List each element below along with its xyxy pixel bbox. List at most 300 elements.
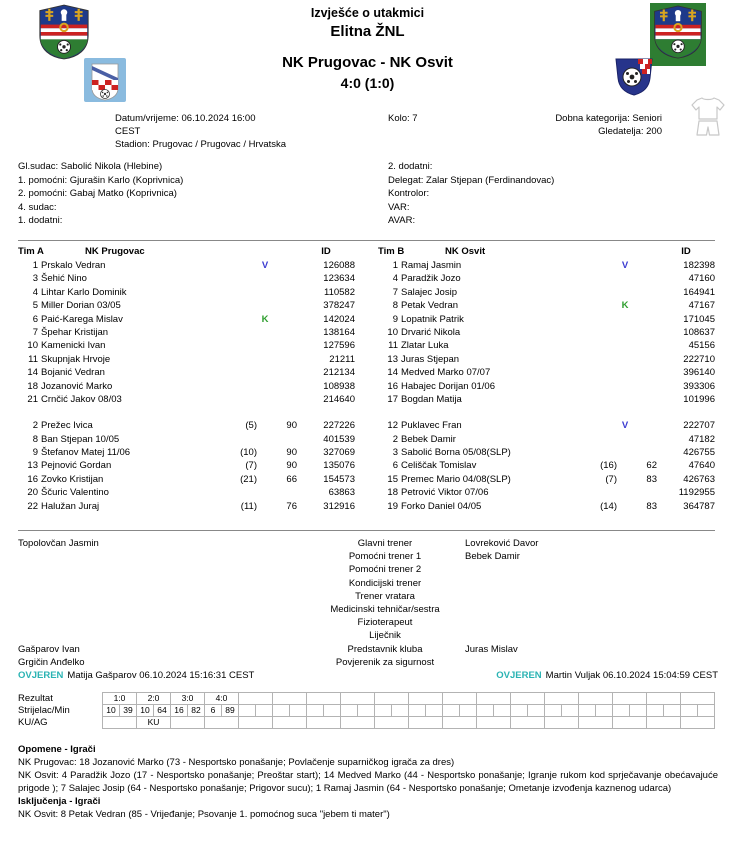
player-id: 47160 — [688, 273, 715, 285]
match-info-right — [470, 112, 662, 138]
player-name: Ramaj Jasmin — [401, 260, 462, 271]
player-id: 378247 — [323, 300, 355, 312]
player-row — [18, 473, 355, 486]
staff-row — [0, 643, 735, 656]
badge-slot — [617, 500, 633, 513]
substituted-player-number — [223, 393, 257, 406]
player-name: Medved Marko 07/07 — [401, 367, 491, 379]
player-id: 135076 — [323, 460, 355, 472]
substitution-minute — [273, 353, 297, 366]
player-row — [18, 286, 355, 299]
substituted-player-number — [583, 366, 617, 379]
divider — [18, 530, 715, 531]
ku-ag-cell — [646, 716, 681, 729]
stadium: Stadion: Prugovac / Prugovac / Hrvatska — [115, 139, 287, 150]
staff-row — [0, 550, 735, 563]
player-id: 108637 — [683, 326, 715, 338]
substituted-player-number — [583, 433, 617, 446]
substituted-player-number — [223, 339, 257, 352]
player-name: Premec Mario 04/08(SLP) — [401, 473, 511, 485]
player-number: 9 — [32, 447, 38, 459]
official-line: AVAR: — [388, 215, 416, 226]
substituted-player-number: (16) — [600, 460, 617, 472]
substitution-minute: 62 — [646, 460, 657, 472]
round: Kolo: 7 — [388, 113, 418, 124]
player-row — [18, 446, 355, 459]
substituted-player-number — [223, 353, 257, 366]
player-row — [18, 459, 355, 472]
dismissals-title: Isključenja - Igrači — [18, 796, 101, 807]
player-number: 17 — [387, 393, 398, 405]
player-number: 1 — [392, 260, 398, 271]
ku-ag-cell — [442, 716, 477, 729]
staff-name-team-a: Grgičin Anđelko — [18, 656, 85, 668]
player-id: 123634 — [323, 273, 355, 285]
goalkeeper-badge: V — [261, 260, 269, 271]
player-number: 14 — [27, 367, 38, 379]
player-row — [18, 500, 355, 513]
substituted-player-number — [223, 286, 257, 299]
player-row — [378, 393, 715, 406]
player-id: 312916 — [323, 500, 355, 512]
staff-name-team-a: Topolovčan Jasmin — [18, 538, 99, 549]
substituted-player-number — [583, 313, 617, 326]
player-row — [378, 486, 715, 499]
substituted-player-number — [223, 259, 257, 272]
official-line: 1. pomoćni: Gjurašin Karlo (Koprivnica) — [18, 174, 184, 186]
official-line: 1. dodatni: — [18, 215, 63, 226]
badge-slot — [257, 272, 273, 285]
player-row — [378, 419, 715, 432]
staff-role-label: Pomoćni trener 1 — [348, 551, 422, 563]
staff-role-label: Pomoćni trener 2 — [348, 564, 422, 576]
scorer-cell: 10 — [136, 704, 154, 717]
substituted-player-number: (7) — [245, 460, 257, 472]
player-number: 10 — [27, 340, 38, 352]
id-column-header: ID — [321, 246, 331, 257]
staff-role-label: Glavni trener — [357, 538, 413, 549]
player-id: 214640 — [323, 393, 355, 405]
badge-slot — [257, 419, 273, 432]
player-id: 142024 — [323, 313, 355, 325]
player-number: 10 — [387, 326, 398, 338]
staff-row — [0, 590, 735, 603]
team-b-table — [378, 245, 715, 513]
staff-row — [0, 603, 735, 616]
staff-name-team-b: Bebek Damir — [465, 551, 520, 563]
team-label: Tim B — [378, 246, 405, 257]
badge-slot — [617, 473, 633, 486]
goalkeeper-badge: V — [621, 260, 629, 271]
badge-slot — [617, 446, 633, 459]
substituted-player-number — [583, 326, 617, 339]
staff-name-team-a: Gašparov Ivan — [18, 643, 80, 655]
verified-badge: OVJEREN — [496, 670, 542, 681]
player-id: 401539 — [323, 433, 355, 445]
ku-ag-cell — [680, 716, 715, 729]
row-label: Strijelac/Min — [18, 705, 70, 716]
player-number: 21 — [27, 393, 38, 405]
player-name: Paradžik Jozo — [401, 273, 461, 285]
badge-slot — [257, 299, 273, 312]
substituted-player-number — [223, 313, 257, 326]
player-row — [18, 419, 355, 432]
player-number: 18 — [27, 380, 38, 392]
player-number: 12 — [387, 420, 398, 432]
player-number: 13 — [27, 460, 38, 472]
substitution-minute — [633, 433, 657, 446]
player-row — [378, 500, 715, 513]
player-number: 22 — [27, 500, 38, 512]
disciplinary-notes — [18, 743, 718, 821]
player-name: Pejnović Gordan — [41, 460, 112, 472]
staff-row — [0, 537, 735, 550]
player-name: Ščuric Valentino — [41, 487, 109, 499]
player-number: 3 — [392, 447, 398, 459]
player-number: 8 — [32, 433, 38, 445]
staff-role-label: Trener vratara — [355, 590, 415, 602]
substitution-minute — [273, 433, 297, 446]
ku-ag-cell — [612, 716, 647, 729]
substituted-player-number: (7) — [605, 473, 617, 485]
player-name: Kamenicki Ivan — [41, 340, 106, 352]
official-line: Kontrolor: — [388, 188, 430, 199]
badge-slot — [617, 459, 633, 472]
substituted-player-number — [583, 486, 617, 499]
officials-right-column — [388, 160, 554, 228]
player-id: 171045 — [683, 313, 715, 325]
player-name: Halužan Juraj — [41, 500, 100, 512]
player-id: 182398 — [683, 260, 715, 271]
badge-slot — [617, 380, 633, 393]
substitution-minute — [633, 486, 657, 499]
player-name: Habajec Dorijan 01/06 — [401, 380, 496, 392]
player-id: 227226 — [323, 420, 355, 432]
player-id: 426763 — [683, 473, 715, 485]
substitution-minute — [633, 393, 657, 406]
badge-slot — [257, 286, 273, 299]
player-name: Forko Daniel 04/05 — [401, 500, 482, 512]
staff-role-label: Povjerenik za sigurnost — [335, 656, 435, 668]
player-name: Sabolić Borna 05/08(SLP) — [401, 447, 511, 459]
player-name: Petak Vedran — [401, 300, 459, 312]
verification-row — [0, 669, 735, 682]
player-id: 47167 — [688, 300, 715, 312]
badge-slot — [257, 339, 273, 352]
staff-name-team-b: Juras Mislav — [465, 643, 518, 655]
substituted-player-number — [583, 353, 617, 366]
staff-role-label: Kondicijski trener — [348, 577, 422, 589]
staff-role-label: Fizioterapeut — [357, 617, 413, 629]
badge-slot — [257, 326, 273, 339]
substituted-player-number — [583, 259, 617, 272]
player-row — [18, 486, 355, 499]
player-id: 1192955 — [678, 487, 715, 499]
badge-slot — [617, 433, 633, 446]
penalty-owngoal-row — [18, 716, 715, 729]
badge-slot — [257, 393, 273, 406]
team-name: NK Osvit — [445, 246, 486, 257]
header-titles — [0, 6, 735, 91]
cautions-away: NK Osvit: 4 Paradžik Jozo (17 - Nesportsko ponašanje; Preoštar start); 14 Medved Marko (44 - Nesportsko ponašanje; Igranje rukom kod sprječavanje obećavajuće prigode ); 7 Salajec Josip (64 - Nesportsko ponašanje; Prigovor sucu); 1 Ramaj Jasmin (64 - Nesportsko ponašanje; Ometanje izvođenja kaznenog udarca) — [18, 770, 718, 794]
substituted-player-number — [223, 326, 257, 339]
player-number: 16 — [27, 473, 38, 485]
substitution-minute — [273, 393, 297, 406]
player-number: 9 — [392, 313, 398, 325]
officials-left-column — [18, 160, 183, 228]
player-row — [378, 353, 715, 366]
player-row — [18, 380, 355, 393]
substitution-minute — [273, 286, 297, 299]
substituted-player-number — [223, 380, 257, 393]
player-name: Skupnjak Hrvoje — [41, 353, 111, 365]
official-line: Gl.sudac: Sabolić Nikola (Hlebine) — [18, 161, 163, 172]
player-row — [378, 366, 715, 379]
player-row — [18, 299, 355, 312]
ku-ag-cell — [374, 716, 409, 729]
ku-ag-cell — [306, 716, 341, 729]
player-id: 396140 — [683, 367, 715, 379]
player-row — [378, 339, 715, 352]
substitution-minute — [273, 380, 297, 393]
badge-slot — [617, 272, 633, 285]
cautions-title: Opomene - Igrači — [18, 744, 96, 755]
player-number: 18 — [387, 487, 398, 499]
substitution-minute — [273, 299, 297, 312]
player-name: Zovko Kristijan — [41, 473, 104, 485]
substitution-minute: 90 — [286, 420, 297, 432]
player-id: 47182 — [688, 433, 715, 445]
player-row — [378, 313, 715, 326]
player-row — [378, 299, 715, 312]
player-row — [378, 433, 715, 446]
substitution-minute — [633, 286, 657, 299]
substituted-player-number — [583, 446, 617, 459]
staff-role-label: Medicinski tehničar/sestra — [330, 603, 440, 615]
substitution-minute — [633, 313, 657, 326]
badge-slot — [617, 286, 633, 299]
roster-gap — [378, 406, 715, 419]
substituted-player-number: (21) — [240, 473, 257, 485]
scorer-cell: 82 — [187, 704, 205, 717]
team-label: Tim A — [18, 246, 44, 257]
badge-slot — [257, 380, 273, 393]
player-row — [378, 473, 715, 486]
player-row — [18, 259, 355, 272]
ku-ag-cell — [340, 716, 375, 729]
player-row — [18, 326, 355, 339]
player-id: 101996 — [683, 393, 715, 405]
substitution-minute — [273, 313, 297, 326]
substitution-minute — [633, 380, 657, 393]
staff-row — [0, 629, 735, 642]
badge-slot — [257, 486, 273, 499]
verified-by-away: Martin Vuljak 06.10.2024 15:04:59 CEST — [545, 670, 718, 681]
badge-slot — [257, 433, 273, 446]
result-cell: 1:0 — [102, 692, 137, 705]
player-name: Crnčić Jakov 08/03 — [41, 393, 122, 405]
player-row — [18, 393, 355, 406]
player-number: 2 — [32, 420, 38, 432]
ku-ag-cell: KU — [136, 716, 171, 729]
report-title: Izvješće o utakmici — [310, 6, 425, 20]
player-id: 47640 — [688, 460, 715, 472]
player-id: 127596 — [323, 340, 355, 352]
team-a-table — [18, 245, 355, 513]
substitution-minute — [633, 353, 657, 366]
datetime-line1: Datum/vrijeme: 06.10.2024 16:00 — [115, 113, 256, 124]
player-id: 212134 — [323, 367, 355, 379]
captain-badge: K — [621, 300, 629, 312]
player-row — [378, 272, 715, 285]
player-number: 8 — [392, 300, 398, 312]
substituted-player-number: (5) — [245, 420, 257, 432]
official-line: Delegat: Zalar Stjepan (Ferdinandovac) — [388, 174, 555, 186]
substitution-minute — [633, 366, 657, 379]
staff-section — [0, 537, 735, 669]
cautions-home: NK Prugovac: 18 Jozanović Marko (73 - Nesportsko ponašanje; Povlačenje suparničkog igrača za dres) — [18, 757, 455, 768]
ku-ag-cell — [408, 716, 443, 729]
staff-row — [0, 656, 735, 669]
verified-by-home: Matija Gašparov 06.10.2024 15:16:31 CEST — [67, 670, 255, 681]
team-header — [18, 245, 355, 259]
player-name: Bogdan Matija — [401, 393, 462, 405]
player-number: 16 — [387, 380, 398, 392]
scorer-cell: 6 — [204, 704, 222, 717]
score-progress-grid — [18, 692, 715, 729]
divider — [18, 240, 715, 241]
player-row — [378, 380, 715, 393]
captain-badge: K — [261, 313, 269, 325]
substituted-player-number — [223, 272, 257, 285]
substituted-player-number — [223, 433, 257, 446]
ku-ag-cell — [476, 716, 511, 729]
ku-ag-cell — [578, 716, 613, 729]
badge-slot — [617, 339, 633, 352]
player-row — [18, 339, 355, 352]
badge-slot — [257, 366, 273, 379]
substituted-player-number — [223, 366, 257, 379]
scorer-cell: 10 — [102, 704, 120, 717]
staff-role-label: Predstavnik kluba — [347, 643, 423, 655]
substituted-player-number — [583, 419, 617, 432]
substitution-minute — [273, 272, 297, 285]
player-number: 7 — [32, 326, 38, 338]
substituted-player-number — [583, 339, 617, 352]
staff-row — [0, 616, 735, 629]
player-id: 393306 — [683, 380, 715, 392]
ku-ag-cell — [272, 716, 307, 729]
badge-slot — [617, 366, 633, 379]
substitution-minute — [633, 326, 657, 339]
ku-ag-cell — [510, 716, 545, 729]
player-id: 154573 — [323, 473, 355, 485]
player-name: Paić-Karega Mislav — [41, 313, 123, 325]
player-name: Petrović Viktor 07/06 — [401, 487, 489, 499]
scorer-cell: 64 — [153, 704, 171, 717]
player-number: 11 — [388, 340, 398, 352]
substitution-minute — [633, 446, 657, 459]
player-row — [378, 446, 715, 459]
ku-ag-cell — [544, 716, 579, 729]
player-name: Celiščak Tomislav — [401, 460, 477, 472]
official-line: 4. sudac: — [18, 201, 57, 213]
player-number: 3 — [32, 273, 38, 285]
substitution-minute: 76 — [286, 500, 297, 512]
substitution-minute — [273, 326, 297, 339]
player-name: Puklavec Fran — [401, 420, 462, 432]
league-name: Elitna ŽNL — [330, 23, 405, 40]
result-cell: 2:0 — [136, 692, 171, 705]
badge-slot — [257, 473, 273, 486]
player-row — [378, 459, 715, 472]
substituted-player-number: (10) — [240, 447, 257, 459]
badge-slot — [617, 313, 633, 326]
ku-ag-cell — [102, 716, 137, 729]
player-name: Prežec Ivica — [41, 420, 93, 432]
team-header — [378, 245, 715, 259]
datetime-line2: CEST — [115, 126, 141, 137]
substituted-player-number: (14) — [600, 500, 617, 512]
official-line: VAR: — [388, 201, 410, 213]
substitution-minute: 83 — [646, 473, 657, 485]
player-id: 327069 — [323, 447, 355, 459]
ku-ag-cell — [204, 716, 239, 729]
player-number: 4 — [32, 286, 38, 298]
player-id: 164941 — [683, 286, 715, 298]
row-label: Rezultat — [18, 693, 53, 704]
player-number: 6 — [32, 313, 38, 325]
player-row — [18, 433, 355, 446]
staff-row — [0, 577, 735, 590]
scorer-cell: 16 — [170, 704, 188, 717]
substitution-minute: 90 — [286, 447, 297, 459]
player-row — [18, 353, 355, 366]
badge-slot — [617, 393, 633, 406]
player-name: Ban Stjepan 10/05 — [41, 433, 120, 445]
badge-slot — [617, 486, 633, 499]
player-name: Bojanić Vedran — [41, 367, 105, 379]
player-number: 7 — [392, 286, 398, 298]
player-id: 126088 — [323, 260, 355, 271]
substituted-player-number — [583, 299, 617, 312]
match-title: NK Prugovac - NK Osvit — [282, 54, 453, 71]
badge-slot — [617, 353, 633, 366]
id-column-header: ID — [681, 246, 691, 257]
player-row — [378, 259, 715, 272]
player-id: 222710 — [683, 353, 715, 365]
player-name: Drvarić Nikola — [401, 326, 461, 338]
verification-away — [496, 669, 718, 682]
substituted-player-number — [223, 486, 257, 499]
substitution-minute: 90 — [286, 460, 297, 472]
player-number: 13 — [387, 353, 398, 365]
player-name: Miller Dorian 03/05 — [41, 300, 121, 312]
badge-slot — [257, 446, 273, 459]
official-line: 2. dodatni: — [388, 161, 433, 172]
badge-slot — [257, 500, 273, 513]
player-id: 138164 — [323, 326, 355, 338]
player-name: Šehić Nino — [41, 273, 87, 285]
attendance: Gledatelja: 200 — [598, 126, 662, 137]
substitution-minute — [633, 299, 657, 312]
goalkeeper-badge: V — [621, 420, 629, 432]
substituted-player-number — [583, 272, 617, 285]
player-number: 5 — [32, 300, 38, 312]
substitution-minute: 83 — [646, 500, 657, 512]
player-row — [18, 272, 355, 285]
result-cell: 4:0 — [204, 692, 239, 705]
